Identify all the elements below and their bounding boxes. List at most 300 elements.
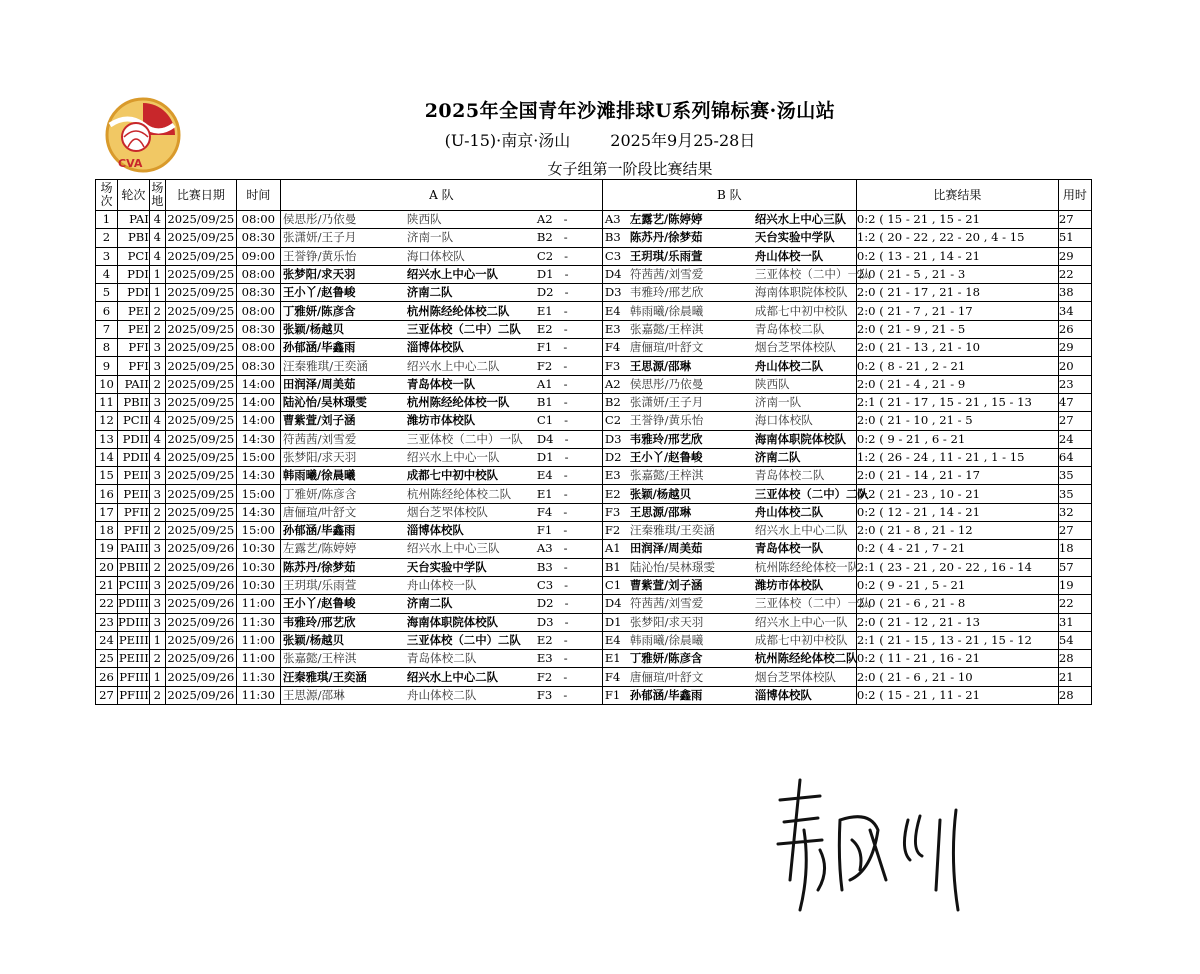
duration-cell: 64 xyxy=(1058,448,1091,466)
team-a-cell xyxy=(280,613,602,631)
team-a-players: 王誉铮/黄乐怡 xyxy=(282,248,357,263)
team-a-cell xyxy=(280,503,602,521)
team-b-code: A3 xyxy=(604,212,621,227)
team-a-name: 三亚体校（二中）二队 xyxy=(406,632,521,647)
team-b-name: 三亚体校（二中）二队 xyxy=(754,486,869,501)
team-a-code: E2 - xyxy=(536,321,568,336)
duration-cell: 27 xyxy=(1058,211,1091,229)
team-b-players: 张嘉懿/王梓淇 xyxy=(629,468,704,483)
round-cell: PCII xyxy=(118,412,150,430)
team-b-code: F3 xyxy=(604,504,621,519)
team-a-name: 济南一队 xyxy=(406,230,454,245)
result-cell: 0:2 ( 9 - 21 , 6 - 21 xyxy=(856,430,1058,448)
team-b-players: 丁雅妍/陈彦含 xyxy=(629,651,703,666)
date-cell: 2025/09/26 xyxy=(165,558,236,576)
time-cell: 11:30 xyxy=(236,668,280,686)
team-a-seed: B2 xyxy=(536,230,553,245)
date-cell: 2025/09/25 xyxy=(165,375,236,393)
team-b-code: B3 xyxy=(604,230,621,245)
court-cell: 2 xyxy=(149,522,165,540)
team-a-players: 孙郁涵/毕鑫雨 xyxy=(282,340,356,355)
court-cell: 3 xyxy=(149,357,165,375)
court-cell: 3 xyxy=(149,540,165,558)
team-a-players: 丁雅妍/陈彦含 xyxy=(282,486,357,501)
team-a-name: 潍坊市体校队 xyxy=(406,413,476,428)
court-cell: 1 xyxy=(149,265,165,283)
team-a-name: 青岛体校一队 xyxy=(406,376,476,391)
duration-cell: 35 xyxy=(1058,467,1091,485)
subtitle-dates: 2025年9月25-28日 xyxy=(610,131,756,150)
team-a-cell xyxy=(280,448,602,466)
team-b-name: 绍兴水上中心二队 xyxy=(754,523,848,538)
team-b-players: 韩雨曦/徐晨曦 xyxy=(629,303,704,318)
team-b-cell xyxy=(602,668,856,686)
subtitle-location: (U-15)·南京·汤山 xyxy=(444,131,571,150)
team-a-code: C2 - xyxy=(536,248,569,263)
team-b-code: D4 xyxy=(604,267,622,282)
team-a-seed: C3 xyxy=(536,578,554,593)
team-a-name: 海南体职院体校队 xyxy=(406,614,498,629)
duration-cell: 28 xyxy=(1058,650,1091,668)
team-b-players: 张梦阳/求天羽 xyxy=(629,614,704,629)
team-b-players: 张潇妍/王子月 xyxy=(629,395,704,410)
team-a-players: 张潇妍/王子月 xyxy=(282,230,357,245)
team-a-cell xyxy=(280,357,602,375)
team-a-players: 张颖/杨越贝 xyxy=(282,321,344,336)
team-a-cell xyxy=(280,576,602,594)
team-a-name: 绍兴水上中心三队 xyxy=(406,541,500,556)
team-b-code: E3 xyxy=(604,468,621,483)
result-cell: 2:0 ( 21 - 6 , 21 - 10 xyxy=(856,668,1058,686)
match-no: 13 xyxy=(96,430,118,448)
table-row xyxy=(96,540,1092,558)
team-b-cell xyxy=(602,485,869,503)
result-cell: 2:0 ( 21 - 7 , 21 - 17 xyxy=(856,302,1058,320)
team-b-name: 济南二队 xyxy=(754,450,801,464)
round-cell: PEI xyxy=(118,320,150,338)
col-header-time: 时间 xyxy=(236,180,280,211)
team-a-code: D2 - xyxy=(536,596,569,611)
round-cell: PEI xyxy=(118,302,150,320)
team-b-code: A1 xyxy=(604,541,621,556)
team-a-players: 曹紫萱/刘子涵 xyxy=(282,413,356,428)
team-b-code: C2 xyxy=(604,413,622,428)
court-cell: 4 xyxy=(149,247,165,265)
col-header-court: 场地 xyxy=(149,180,165,211)
team-a-code: F3 - xyxy=(536,687,568,702)
time-cell: 08:00 xyxy=(236,265,280,283)
match-no: 7 xyxy=(96,320,118,338)
logo-text: CVA xyxy=(118,157,143,170)
team-b-cell xyxy=(602,265,871,283)
result-cell: 0:2 ( 12 - 21 , 14 - 21 xyxy=(856,503,1058,521)
team-a-seed: B1 xyxy=(536,395,553,410)
team-a-players: 汪秦雅琪/王奕涵 xyxy=(282,669,367,684)
team-a-cell xyxy=(280,668,602,686)
team-a-seed: D1 xyxy=(536,267,554,282)
round-cell: PBII xyxy=(118,393,150,411)
duration-cell: 38 xyxy=(1058,284,1091,302)
team-b-cell xyxy=(602,631,856,649)
team-b-code: D4 xyxy=(604,596,622,611)
team-b-code: D1 xyxy=(604,614,622,629)
team-b-name: 绍兴水上中心一队 xyxy=(754,614,848,629)
team-a-players: 陆沁怡/吴林璟雯 xyxy=(282,395,367,410)
date-cell: 2025/09/26 xyxy=(165,540,236,558)
result-cell: 0:2 ( 4 - 21 , 7 - 21 xyxy=(856,540,1058,558)
date-cell: 2025/09/25 xyxy=(165,284,236,302)
table-row xyxy=(96,265,1092,283)
time-cell: 10:30 xyxy=(236,540,280,558)
team-a-seed: F1 xyxy=(536,340,553,355)
team-b-players: 唐俪瑄/叶舒文 xyxy=(629,340,704,355)
match-no: 9 xyxy=(96,357,118,375)
team-b-players: 韩雨曦/徐晨曦 xyxy=(629,632,704,647)
match-no: 25 xyxy=(96,650,118,668)
team-b-code: C1 xyxy=(604,578,622,593)
team-a-name: 绍兴水上中心二队 xyxy=(406,669,498,684)
result-cell: 2:0 ( 21 - 17 , 21 - 18 xyxy=(856,284,1058,302)
team-a-code: F1 - xyxy=(536,340,568,355)
duration-cell: 21 xyxy=(1058,668,1091,686)
team-a-players: 王小丫/赵鲁峻 xyxy=(282,285,356,300)
team-b-cell xyxy=(602,576,856,594)
match-no: 18 xyxy=(96,522,118,540)
table-row xyxy=(96,412,1092,430)
court-cell: 2 xyxy=(149,503,165,521)
team-a-name: 三亚体校（二中）二队 xyxy=(406,321,521,336)
duration-cell: 31 xyxy=(1058,613,1091,631)
result-cell: 2:1 ( 21 - 17 , 15 - 21 , 15 - 13 xyxy=(856,393,1058,411)
team-a-code: C3 - xyxy=(536,578,569,593)
team-a-seed: F1 xyxy=(536,523,553,538)
date-cell: 2025/09/25 xyxy=(165,485,236,503)
table-row xyxy=(96,430,1092,448)
round-cell: PEII xyxy=(118,467,150,485)
duration-cell: 18 xyxy=(1058,540,1091,558)
team-a-code: D2 - xyxy=(536,285,569,300)
team-a-seed: C2 xyxy=(536,248,554,263)
court-cell: 2 xyxy=(149,320,165,338)
team-a-seed: F2 xyxy=(536,669,553,684)
time-cell: 11:00 xyxy=(236,595,280,613)
match-no: 3 xyxy=(96,247,118,265)
team-a-players: 张颖/杨越贝 xyxy=(282,632,344,647)
team-a-cell xyxy=(280,393,602,411)
page-title: 2025年全国青年沙滩排球U系列锦标赛·汤山站 xyxy=(424,100,836,122)
team-b-code: F4 xyxy=(604,669,621,684)
team-b-name: 舟山体校二队 xyxy=(754,504,824,519)
team-b-cell xyxy=(602,284,856,302)
team-a-code: F1 - xyxy=(536,523,568,538)
duration-cell: 34 xyxy=(1058,302,1091,320)
team-a-players: 王小丫/赵鲁峻 xyxy=(282,596,356,611)
time-cell: 08:30 xyxy=(236,229,280,247)
date-cell: 2025/09/25 xyxy=(165,247,236,265)
table-row xyxy=(96,448,1092,466)
team-b-cell xyxy=(602,211,856,229)
team-b-code: E2 xyxy=(604,486,621,501)
round-cell: PDI xyxy=(118,265,150,283)
team-a-cell xyxy=(280,265,602,283)
team-b-players: 汪秦雅琪/王奕涵 xyxy=(629,523,715,538)
round-cell: PDIII xyxy=(118,595,150,613)
team-b-name: 淄博体校队 xyxy=(754,687,812,702)
team-a-seed: E1 xyxy=(536,303,553,318)
team-a-players: 侯思彤/乃依曼 xyxy=(282,212,357,227)
match-no: 4 xyxy=(96,265,118,283)
team-b-players: 陈苏丹/徐梦茹 xyxy=(629,230,703,245)
table-row xyxy=(96,320,1092,338)
table-row xyxy=(96,668,1092,686)
court-cell: 3 xyxy=(149,339,165,357)
team-b-players: 王小丫/赵鲁峻 xyxy=(629,450,703,464)
team-a-cell xyxy=(280,339,602,357)
result-cell: 0:2 ( 13 - 21 , 14 - 21 xyxy=(856,247,1058,265)
team-b-cell xyxy=(602,393,856,411)
date-cell: 2025/09/25 xyxy=(165,393,236,411)
team-b-cell xyxy=(602,503,856,521)
time-cell: 10:30 xyxy=(236,576,280,594)
results-table xyxy=(95,179,1092,705)
team-b-cell xyxy=(602,467,856,485)
team-a-code: D1 - xyxy=(536,450,569,464)
team-a-seed: D2 xyxy=(536,285,554,300)
time-cell: 14:30 xyxy=(236,503,280,521)
cva-logo xyxy=(98,95,188,175)
team-a-cell xyxy=(280,595,602,613)
referee-signature xyxy=(760,760,990,920)
date-cell: 2025/09/25 xyxy=(165,467,236,485)
duration-cell: 35 xyxy=(1058,485,1091,503)
time-cell: 14:30 xyxy=(236,467,280,485)
match-no: 24 xyxy=(96,631,118,649)
team-a-name: 青岛体校二队 xyxy=(406,651,477,666)
team-a-name: 天台实验中学队 xyxy=(406,559,487,574)
col-header-no: 场次 xyxy=(96,180,118,211)
match-no: 21 xyxy=(96,576,118,594)
result-cell: 2:0 ( 21 - 10 , 21 - 5 xyxy=(856,412,1058,430)
duration-cell: 22 xyxy=(1058,595,1091,613)
team-b-players: 王思源/邵琳 xyxy=(629,504,691,519)
court-cell: 3 xyxy=(149,595,165,613)
table-row xyxy=(96,650,1092,668)
date-cell: 2025/09/25 xyxy=(165,412,236,430)
team-b-code: E1 xyxy=(604,651,621,666)
team-b-name: 烟台芝罘体校队 xyxy=(754,669,837,684)
team-b-name: 青岛体校二队 xyxy=(754,321,825,336)
team-a-code: D3 - xyxy=(536,614,569,629)
team-a-seed: A3 xyxy=(536,541,553,556)
round-cell: PEIII xyxy=(118,650,150,668)
team-b-name: 杭州陈经纶体校一队 xyxy=(754,559,860,574)
team-a-code: A1 - xyxy=(536,376,568,391)
team-b-players: 左露艺/陈婷婷 xyxy=(629,212,703,227)
match-no: 6 xyxy=(96,302,118,320)
team-a-cell xyxy=(280,558,602,576)
team-b-name: 潍坊市体校队 xyxy=(754,578,824,593)
time-cell: 11:00 xyxy=(236,631,280,649)
team-a-seed: F4 xyxy=(536,504,553,519)
team-a-seed: F2 xyxy=(536,358,553,373)
team-a-players: 左露艺/陈婷婷 xyxy=(282,541,357,556)
time-cell: 08:00 xyxy=(236,302,280,320)
court-cell: 1 xyxy=(149,284,165,302)
team-a-players: 田润泽/周美茹 xyxy=(282,376,356,391)
date-cell: 2025/09/25 xyxy=(165,430,236,448)
round-cell: PAI xyxy=(118,211,150,229)
team-a-code: E1 - xyxy=(536,486,568,501)
time-cell: 08:30 xyxy=(236,284,280,302)
team-b-players: 张颖/杨越贝 xyxy=(629,486,691,501)
table-row xyxy=(96,631,1092,649)
team-a-cell xyxy=(280,320,602,338)
team-b-cell xyxy=(602,412,856,430)
team-a-cell xyxy=(280,412,602,430)
col-header-duration: 用时 xyxy=(1058,180,1091,211)
team-a-cell xyxy=(280,375,602,393)
result-cell: 2:0 ( 21 - 8 , 21 - 12 xyxy=(856,522,1058,540)
team-b-cell xyxy=(602,613,856,631)
date-cell: 2025/09/25 xyxy=(165,302,236,320)
result-cell: 0:2 ( 15 - 21 , 15 - 21 xyxy=(856,211,1058,229)
table-row xyxy=(96,576,1092,594)
team-a-seed: E3 xyxy=(536,651,553,666)
col-header-team-b: B 队 xyxy=(602,180,856,211)
match-no: 16 xyxy=(96,485,118,503)
team-b-name: 青岛体校一队 xyxy=(754,541,824,556)
team-a-seed: C1 xyxy=(536,413,554,428)
team-a-name: 济南二队 xyxy=(406,596,453,611)
round-cell: PBIII xyxy=(118,558,150,576)
col-header-date: 比赛日期 xyxy=(165,180,236,211)
team-b-name: 海南体职院体校队 xyxy=(754,431,846,446)
team-a-cell xyxy=(280,211,602,229)
team-b-code: F4 xyxy=(604,340,621,355)
date-cell: 2025/09/25 xyxy=(165,357,236,375)
match-no: 27 xyxy=(96,686,118,704)
team-a-cell xyxy=(280,284,602,302)
table-row xyxy=(96,503,1092,521)
match-no: 5 xyxy=(96,284,118,302)
round-cell: PDIII xyxy=(118,613,150,631)
result-cell: 2:0 ( 21 - 6 , 21 - 8 xyxy=(856,595,1058,613)
team-b-name: 海南体职院体校队 xyxy=(754,285,848,300)
team-b-players: 韦雅玲/邢艺欣 xyxy=(629,431,703,446)
table-row xyxy=(96,339,1092,357)
result-cell: 2:0 ( 21 - 12 , 21 - 13 xyxy=(856,613,1058,631)
team-a-seed: E4 xyxy=(536,468,553,483)
team-b-code: D2 xyxy=(604,450,622,464)
court-cell: 4 xyxy=(149,211,165,229)
team-b-players: 王玥琪/乐雨萱 xyxy=(629,248,703,263)
duration-cell: 27 xyxy=(1058,522,1091,540)
team-b-cell xyxy=(602,229,856,247)
court-cell: 2 xyxy=(149,650,165,668)
round-cell: PAIII xyxy=(118,540,150,558)
round-cell: PDII xyxy=(118,430,150,448)
team-b-code: E4 xyxy=(604,632,621,647)
time-cell: 15:00 xyxy=(236,448,280,466)
team-b-name: 青岛体校二队 xyxy=(754,468,825,483)
duration-cell: 23 xyxy=(1058,375,1091,393)
team-b-code: F2 xyxy=(604,523,621,538)
team-a-players: 唐俪瑄/叶舒文 xyxy=(282,504,357,519)
duration-cell: 20 xyxy=(1058,357,1091,375)
result-cell: 0:2 ( 11 - 21 , 16 - 21 xyxy=(856,650,1058,668)
team-a-code: A2 - xyxy=(536,212,568,227)
duration-cell: 47 xyxy=(1058,393,1091,411)
team-a-cell xyxy=(280,686,602,704)
court-cell: 4 xyxy=(149,448,165,466)
match-no: 1 xyxy=(96,211,118,229)
team-b-cell xyxy=(602,339,856,357)
time-cell: 08:00 xyxy=(236,339,280,357)
time-cell: 08:00 xyxy=(236,211,280,229)
team-a-code: F4 - xyxy=(536,504,568,519)
result-cell: 1:2 ( 20 - 22 , 22 - 20 , 4 - 15 xyxy=(856,229,1058,247)
team-a-name: 陕西队 xyxy=(406,212,442,227)
table-row xyxy=(96,247,1092,265)
team-b-code: B2 xyxy=(604,395,621,410)
match-no: 2 xyxy=(96,229,118,247)
team-b-cell xyxy=(602,448,856,466)
team-b-cell xyxy=(602,430,856,448)
team-a-code: B3 - xyxy=(536,559,568,574)
round-cell: PDI xyxy=(118,284,150,302)
table-row xyxy=(96,485,1092,503)
date-cell: 2025/09/26 xyxy=(165,576,236,594)
result-cell: 2:0 ( 21 - 14 , 21 - 17 xyxy=(856,467,1058,485)
team-b-code: A2 xyxy=(604,376,621,391)
team-b-name: 杭州陈经纶体校二队 xyxy=(754,651,858,666)
team-a-code: E2 - xyxy=(536,632,568,647)
date-cell: 2025/09/26 xyxy=(165,686,236,704)
team-a-seed: D2 xyxy=(536,596,554,611)
team-b-cell xyxy=(602,320,856,338)
team-b-name: 舟山体校二队 xyxy=(754,358,824,373)
round-cell: PCIII xyxy=(118,576,150,594)
court-cell: 1 xyxy=(149,668,165,686)
duration-cell: 26 xyxy=(1058,320,1091,338)
court-cell: 2 xyxy=(149,302,165,320)
time-cell: 11:30 xyxy=(236,613,280,631)
team-a-code: F2 - xyxy=(536,358,568,373)
round-cell: PDII xyxy=(118,448,150,466)
team-a-name: 淄博体校队 xyxy=(406,523,464,538)
table-row xyxy=(96,284,1092,302)
team-b-players: 侯思彤/乃依曼 xyxy=(629,376,704,391)
match-no: 20 xyxy=(96,558,118,576)
team-a-cell xyxy=(280,302,602,320)
team-b-name: 成都七中初中校队 xyxy=(754,303,848,318)
team-a-seed: E2 xyxy=(536,321,553,336)
team-a-name: 绍兴水上中心一队 xyxy=(406,267,498,282)
team-a-name: 烟台芝罘体校队 xyxy=(406,504,489,519)
team-a-name: 绍兴水上中心二队 xyxy=(406,358,500,373)
team-a-code: E4 - xyxy=(536,468,568,483)
date-cell: 2025/09/25 xyxy=(165,339,236,357)
result-cell: 2:1 ( 23 - 21 , 20 - 22 , 16 - 14 xyxy=(856,558,1058,576)
result-cell: 0:2 ( 8 - 21 , 2 - 21 xyxy=(856,357,1058,375)
time-cell: 14:00 xyxy=(236,393,280,411)
team-a-cell xyxy=(280,467,602,485)
team-a-code: E1 - xyxy=(536,303,568,318)
match-no: 17 xyxy=(96,503,118,521)
team-a-cell xyxy=(280,650,602,668)
match-no: 10 xyxy=(96,375,118,393)
team-a-code: C1 - xyxy=(536,413,569,428)
